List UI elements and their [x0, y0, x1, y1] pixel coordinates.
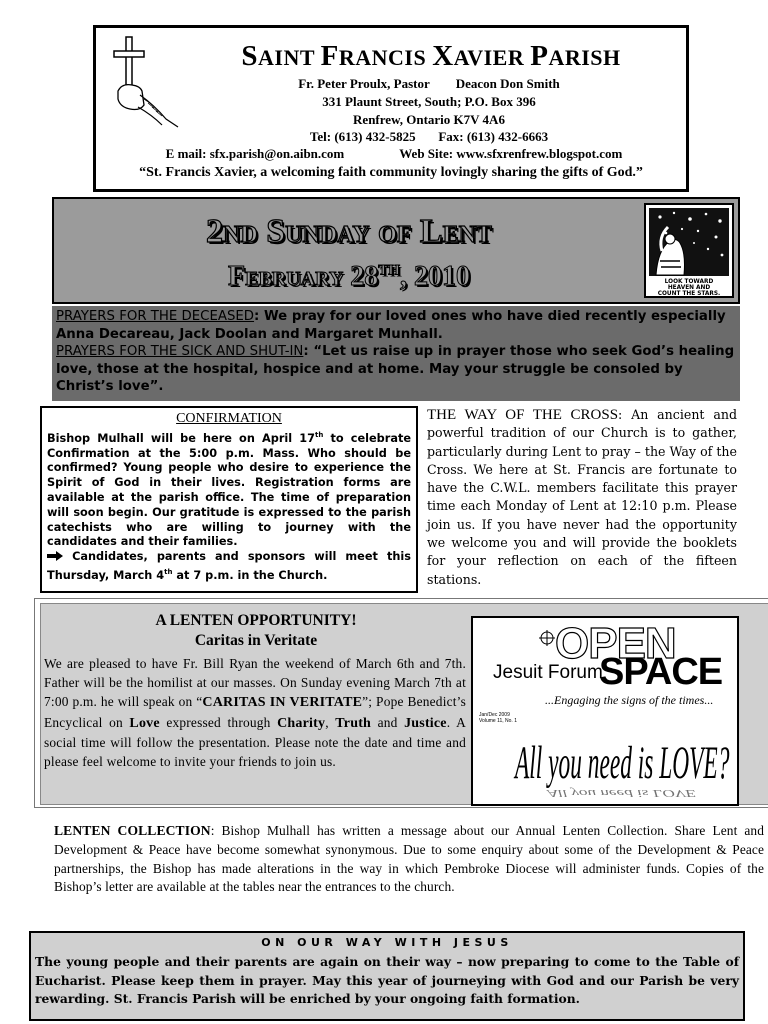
open-space-ad — [471, 616, 739, 806]
website-link[interactable]: Web Site: www.sfxrenfrew.blogspot.com — [399, 146, 623, 161]
lenten-opportunity-title: A LENTEN OPPORTUNITY! — [155, 612, 357, 629]
prayers-sick-label: PRAYERS FOR THE SICK AND SHUT-IN — [56, 344, 304, 359]
phone-line — [96, 129, 692, 145]
parish-header — [93, 25, 689, 192]
prayers-deceased-text: : We pray for our loved ones who have died recently especially Anna Decareau, Jack Doolan and Margaret Munhall. — [56, 309, 726, 342]
page-title: 2nd Sunday of Lent — [206, 213, 492, 250]
prayers-sick-text: : “Let us raise up in prayer those who seek God’s healing love, those at the hospital, hospice and at home. May your struggle be consoled by Christ’s love”. — [56, 344, 735, 394]
lenten-collection-text: : Bishop Mulhall has written a message about our Annual Lenten Collection. Share Lent and Development & Peace have become somewhat synonymous. Due to some enquiry about some of the Development & Peace partnerships, the Bishop has made alterations in the way in which Pembroke Diocese will administer funds. Copies of the Bishop’s letter are available at the tables near the entrances to the church. — [54, 823, 764, 895]
ad-issue-date: Jan/Dec 2009 — [479, 712, 510, 718]
fax: Fax: (613) 432-6663 — [438, 129, 549, 144]
ad-forum-text: Jesuit Forum — [493, 662, 603, 683]
lenten-opportunity-box — [34, 598, 768, 808]
tel: Tel: (613) 432-5825 — [309, 129, 416, 144]
contact-line — [96, 146, 692, 162]
confirmation-body: Bishop Mulhall will be here on April 17th to celebrate Confirmation at the 5:00 p.m. Mass. Who should be confirmed? Young people who desire to experience the Spirit of God in their lives. Registration forms are available at the parish office. The time of preparation will soon begin. Our gratitude is expressed to the parish catechists who are willing to journey with the candidates and their families. Candidates, parents and sponsors will meet this Thursday, March 4th at 7 p.m. in the Church. — [47, 431, 412, 582]
parish-name: SAINT FRANCIS XAVIER PARISH — [241, 40, 621, 72]
ad-space-text: SPACE — [599, 651, 723, 693]
on-our-way-box — [29, 931, 745, 1021]
stars-illustration-icon — [646, 205, 732, 296]
prayers-section — [52, 306, 740, 401]
arrow-right-icon — [47, 551, 63, 561]
lenten-opportunity-panel — [40, 603, 768, 805]
lenten-opportunity-subtitle: Caritas in Veritate — [194, 632, 318, 649]
deacon-name: Deacon Don Smith — [455, 76, 560, 91]
way-of-cross-title: THE WAY OF THE CROSS — [427, 407, 619, 423]
city-line: Renfrew, Ontario K7V 4A6 — [353, 112, 505, 127]
title-banner — [52, 197, 740, 304]
lenten-collection-section — [54, 822, 764, 897]
ad-tagline: ...Engaging the signs of the times... — [545, 693, 714, 707]
count-stars-image — [644, 203, 734, 298]
confirmation-title: CONFIRMATION — [176, 411, 282, 426]
image-caption-2: HEAVEN AND — [667, 285, 711, 291]
pastor-name: Fr. Peter Proulx, Pastor — [298, 76, 430, 91]
on-our-way-title: ON OUR WAY WITH JESUS — [261, 936, 513, 949]
ad-love-text: All you need is LOVE? — [515, 736, 730, 789]
on-our-way-body: The young people and their parents are again on their way – now preparing to come to the Table of Eucharist. Please keep them in prayer. May this year of journeying with God and our Parish be very rewarding. St. Francis Parish will be enriched by your ongoing faith formation. — [35, 954, 739, 1006]
lenten-collection-label: LENTEN COLLECTION — [54, 823, 211, 838]
confirmation-box — [40, 406, 418, 593]
email-link[interactable]: E mail: sfx.parish@on.aibn.com — [165, 146, 345, 161]
image-caption-3: COUNT THE STARS. — [657, 291, 721, 296]
open-space-graphic — [473, 618, 737, 804]
ad-open-text: OPEN — [555, 619, 676, 668]
image-caption-1: LOOK TOWARD — [664, 279, 714, 285]
prayers-deceased-label: PRAYERS FOR THE DECEASED — [56, 309, 255, 324]
ad-love-reflection: All you need is LOVE — [547, 786, 696, 800]
address-line: 331 Plaunt Street, South; P.O. Box 396 — [322, 94, 536, 109]
ad-issue-volume: Volume 11, No. 1 — [479, 718, 517, 724]
parish-motto: “St. Francis Xavier, a welcoming faith community lovingly sharing the gifts of God.” — [139, 165, 643, 180]
clergy-line — [96, 76, 692, 92]
lenten-opportunity-body: We are pleased to have Fr. Bill Ryan the weekend of March 6th and 7th. Father will be the homilist at our masses. On Sunday evening March 7th at 7:00 p.m. he will speak on “CARITAS IN VERITATE”; Pope Benedict’s Encyclical on Love expressed through Charity, Truth and Justice. A social time will follow the presentation. Please note the date and time and please feel welcome to invite your friends to join us. — [44, 656, 467, 770]
title-date: February 28TH, 2010 — [228, 261, 470, 292]
way-of-cross-text: : An ancient and powerful tradition of our Church is to gather, particularly during Lent to pray – the Way of the Cross. We here at St. Francis are fortunate to have the C.W.L. members facilitate this prayer time each Monday of Lent at 12:10 p.m. Please join us. If you have never had the opportunity we welcome you and will provide the booklets for your reflection on each of the fifteen stations. — [427, 407, 738, 587]
way-of-cross-section — [427, 406, 737, 589]
